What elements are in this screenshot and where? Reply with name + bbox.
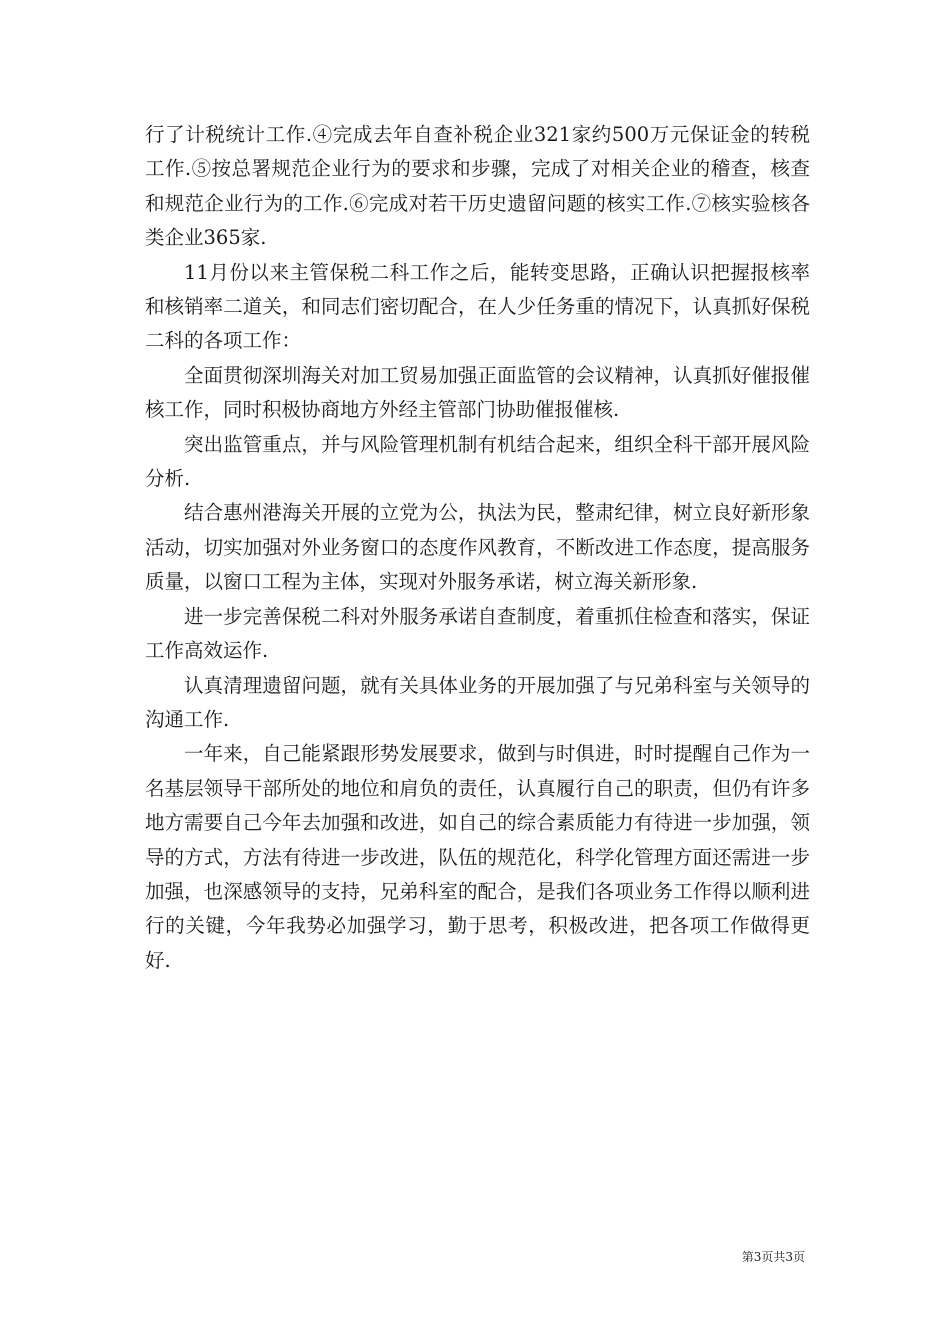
paragraph-6: 进一步完善保税二科对外服务承诺自查制度，着重抓住检查和落实，保证工作高效运作. bbox=[145, 604, 810, 663]
paragraph-7: 认真清理遗留问题，就有关具体业务的开展加强了与兄弟科室与关领导的沟通工作. bbox=[145, 673, 810, 731]
paragraph-1: 行了计税统计工作.④完成去年自查补税企业321家约500万元保证金的转税工作.⑤按总署规范企业行为的要求和步骤，完成了对相关企业的稽查，核查和规范企业行为的工作.⑥完成对若干历史遗留问题的核实工作.⑦核实验核各类企业365家. bbox=[145, 123, 810, 250]
document-body bbox=[145, 118, 810, 978]
paragraph-5: 结合惠州港海关开展的立党为公，执法为民，整肃纪律，树立良好新形象活动，切实加强对外业务窗口的态度作风教育，不断改进工作态度，提高服务质量，以窗口工程为主体，实现对外服务承诺，树立海关新形象. bbox=[145, 501, 810, 594]
paragraph-2: 11月份以来主管保税二科工作之后，能转变思路，正确认识把握报核率和核销率二道关，和同志们密切配合，在人少任务重的情况下，认真抓好保税二科的各项工作： bbox=[145, 260, 810, 353]
page-number-footer: 第3页共3页 bbox=[741, 1250, 805, 1264]
paragraph-4: 突出监管重点，并与风险管理机制有机结合起来，组织全科干部开展风险分析. bbox=[145, 432, 810, 491]
paragraph-3: 全面贯彻深圳海关对加工贸易加强正面监管的会议精神，认真抓好催报催核工作，同时积极协商地方外经主管部门协助催报催核. bbox=[145, 363, 810, 422]
paragraph-8: 一年来，自己能紧跟形势发展要求，做到与时俱进，时时提醒自己作为一名基层领导干部所处的地位和肩负的责任，认真履行自己的职责，但仍有许多地方需要自己今年去加强和改进，如自己的综合素质能力有待进一步加强，领导的方式，方法有待进一步改进，队伍的规范化，科学化管理方面还需进一步加强，也深感领导的支持，兄弟科室的配合，是我们各项业务工作得以顺利进行的关键，今年我势必加强学习，勤于思考，积极改进，把各项工作做得更好. bbox=[145, 742, 810, 972]
